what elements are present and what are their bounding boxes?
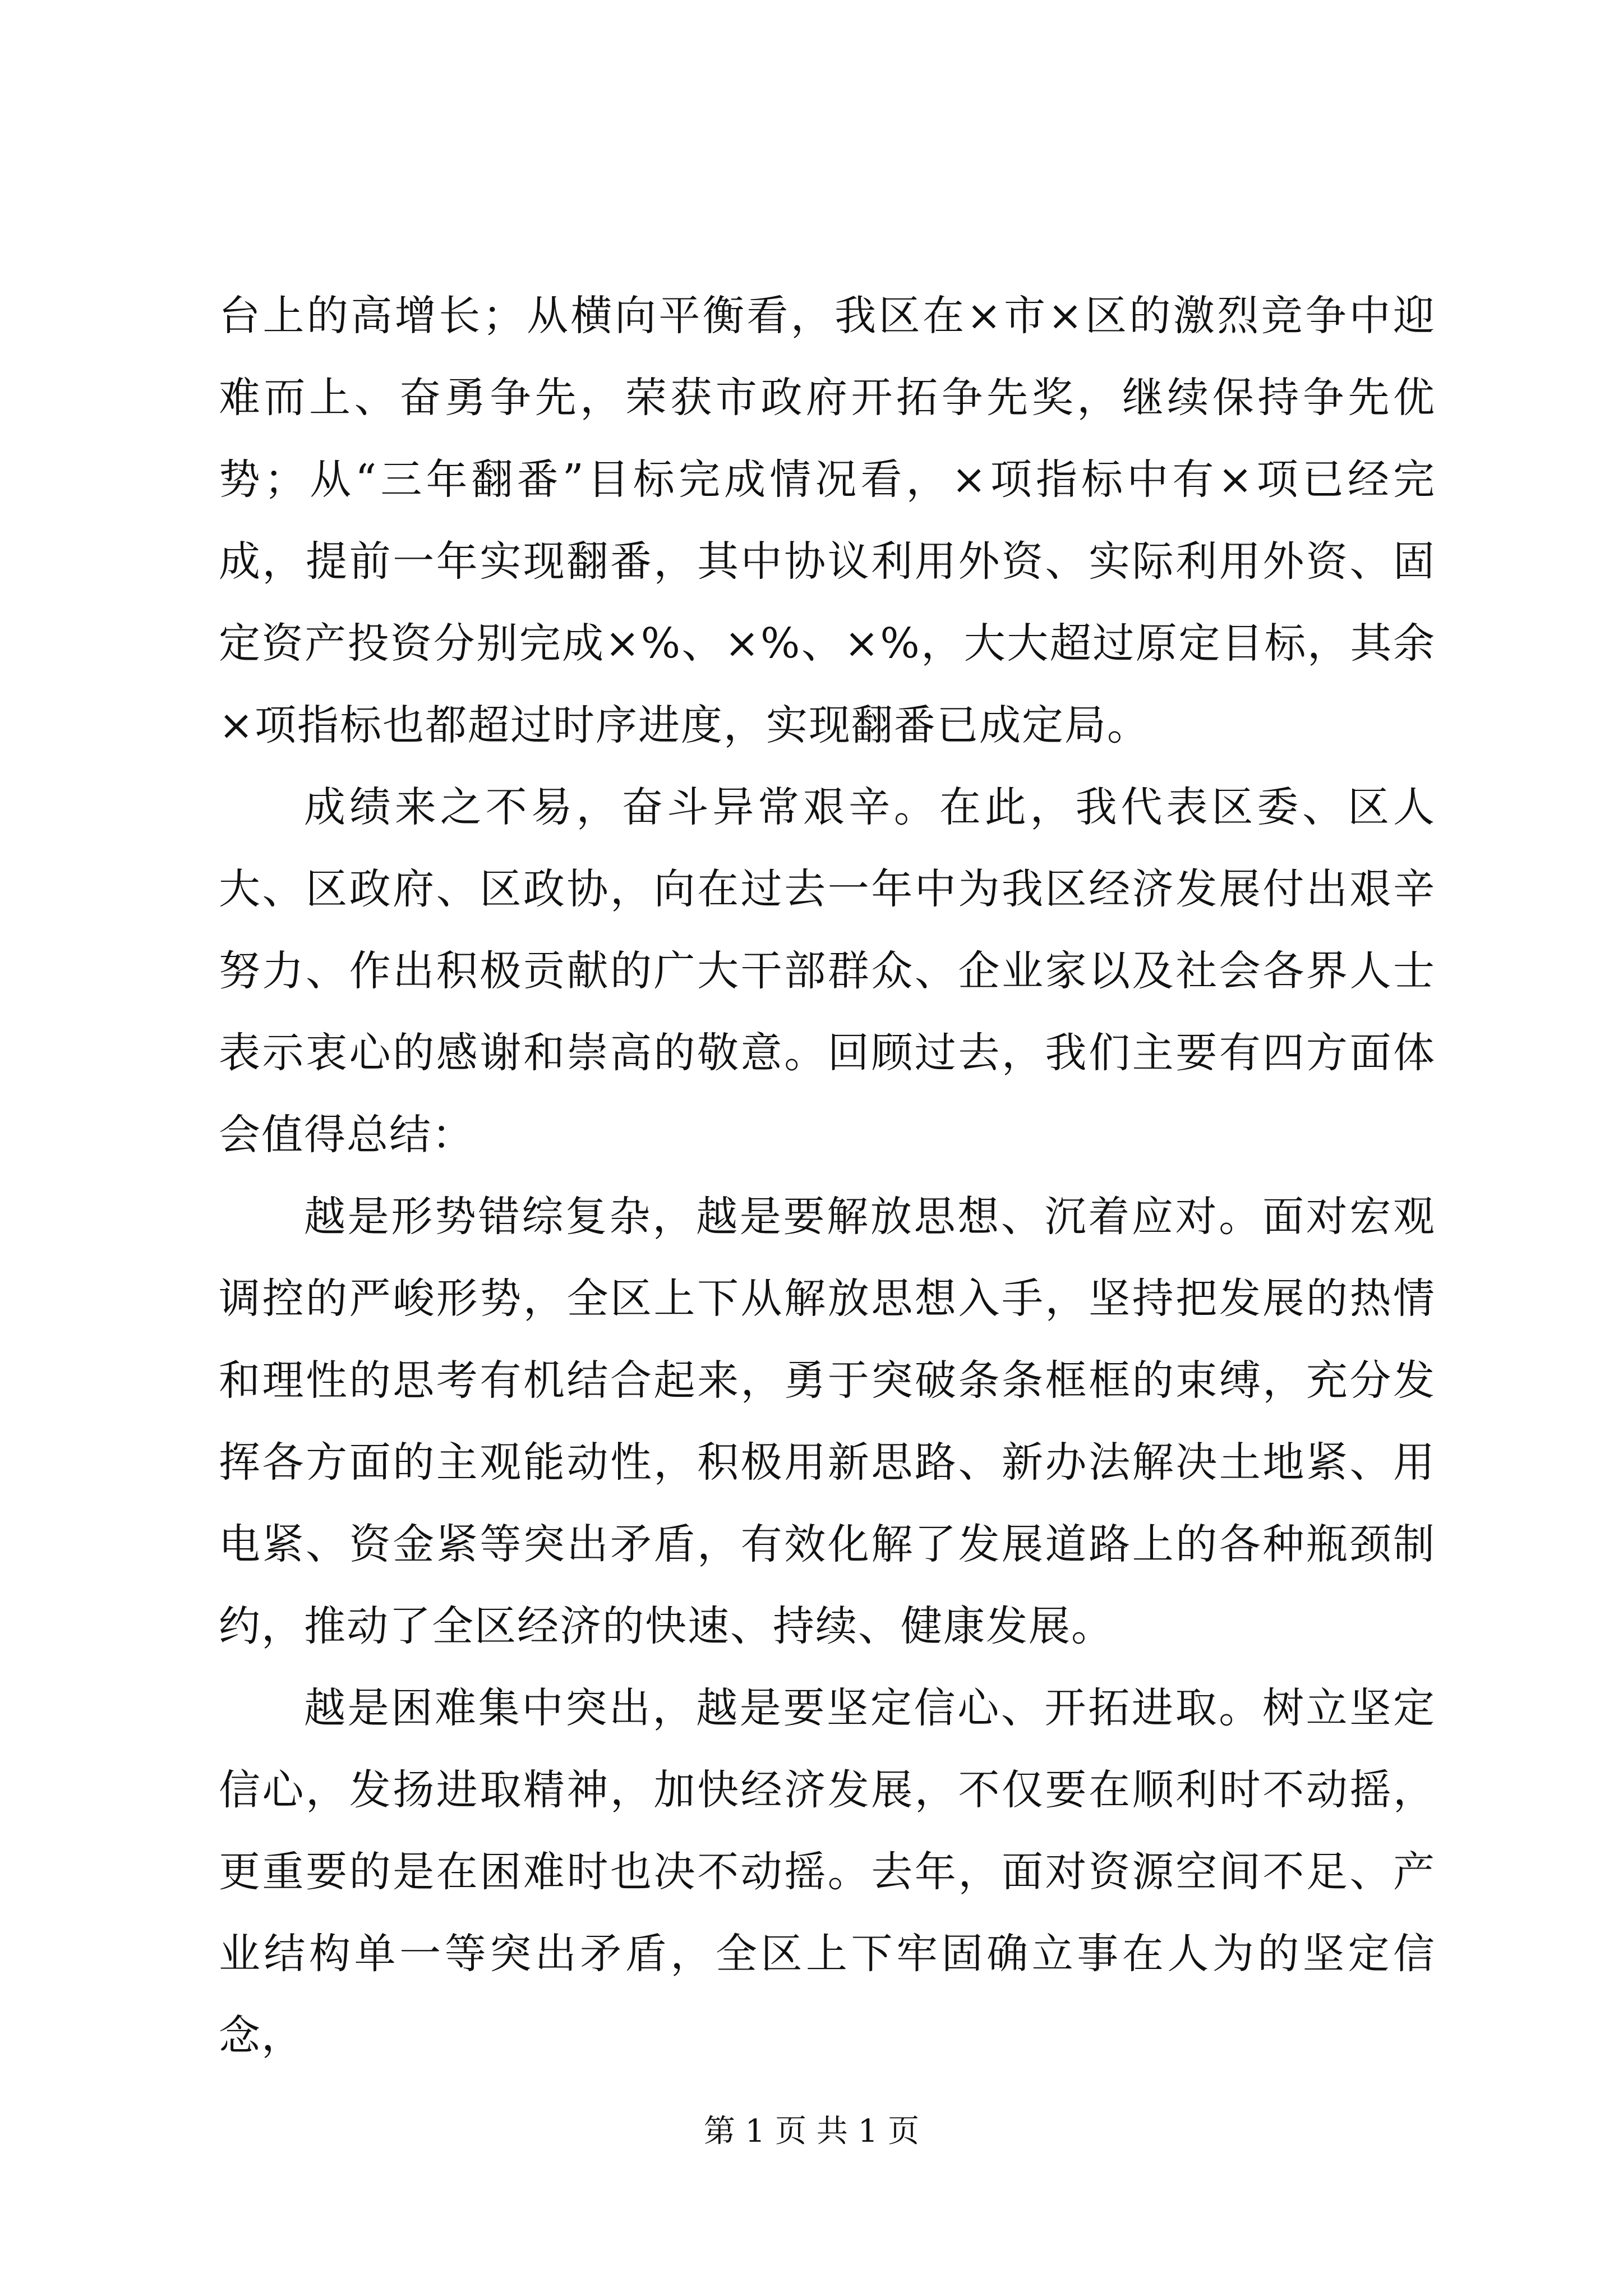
page-footer: 第 1 页 共 1 页 — [703, 2113, 920, 2150]
document-body — [219, 275, 1436, 2077]
paragraph-4: 越是困难集中突出，越是要坚定信心、开拓进取。树立坚定信心，发扬进取精神，加快经济发展，不仅要在顺利时不动摇，更重要的是在困难时也决不动摇。去年，面对资源空间不足、产业结构单一等突出矛盾，全区上下牢固确立事在人为的坚定信念， — [219, 1684, 1436, 2060]
paragraph-2: 成绩来之不易，奋斗异常艰辛。在此，我代表区委、区人大、区政府、区政协，向在过去一年中为我区经济发展付出艰辛努力、作出积极贡献的广大干部群众、企业家以及社会各界人士表示衷心的感谢和崇高的敬意。回顾过去，我们主要有四方面体会值得总结： — [219, 783, 1436, 1159]
paragraph-3: 越是形势错综复杂，越是要解放思想、沉着应对。面对宏观调控的严峻形势，全区上下从解放思想入手，坚持把发展的热情和理性的思考有机结合起来，勇于突破条条框框的束缚，充分发挥各方面的主观能动性，积极用新思路、新办法解决土地紧、用电紧、资金紧等突出矛盾，有效化解了发展道路上的各种瓶颈制约，推动了全区经济的快速、持续、健康发展。 — [219, 1193, 1436, 1650]
paragraph-1: 台上的高增长；从横向平衡看，我区在×市×区的激烈竞争中迎难而上、奋勇争先，荣获市政府开拓争先奖，继续保持争先优势；从“三年翻番”目标完成情况看，×项指标中有×项已经完成，提前一年实现翻番，其中协议利用外资、实际利用外资、固定资产投资分别完成×%、×%、×%，大大超过原定目标，其余×项指标也都超过时序进度，实现翻番已成定局。 — [219, 292, 1436, 749]
